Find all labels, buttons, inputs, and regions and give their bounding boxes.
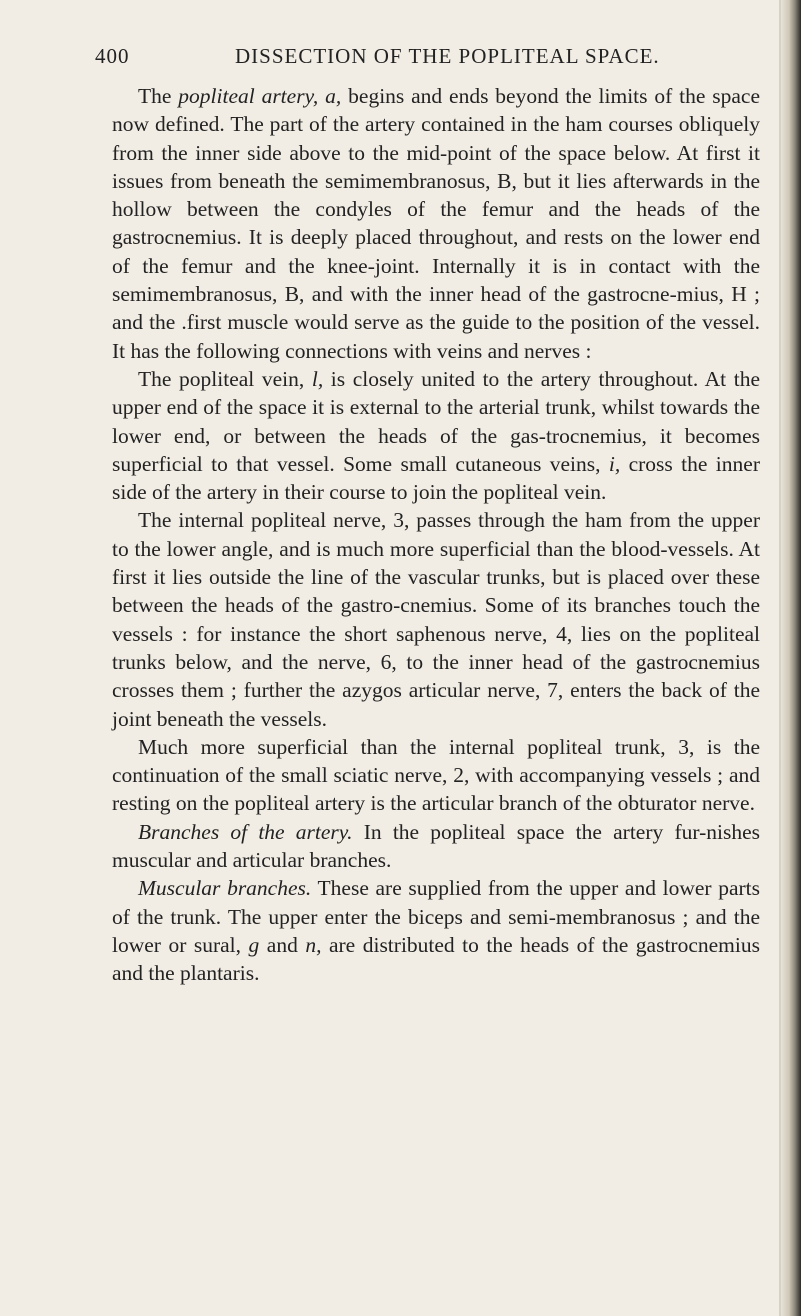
ref-l: l, (311, 366, 324, 391)
heading-muscular-branches: Muscular branches. (138, 876, 312, 901)
term-popliteal-artery: popliteal artery, (178, 84, 319, 108)
paragraph-branches-of-artery: Branches of the artery. In the popliteal space the artery fur-nishes muscular and articular branches. (112, 819, 760, 873)
running-head: DISSECTION OF THE POPLITEAL SPACE. (235, 44, 660, 68)
ref-g: g (248, 932, 260, 957)
page-number: 400 (95, 44, 130, 68)
page-header (95, 44, 745, 72)
page-edge-shadow (781, 0, 801, 1316)
paragraph-small-sciatic-nerve: Much more superficial than the internal popliteal trunk, 3, is the continuation of the small sciatic nerve, 2, with accompanying vessels ; and resting on the popliteal artery is the articular branch of the obturator nerve. (112, 734, 760, 816)
paragraph-muscular-branches: Muscular branches. These are supplied from the upper and lower parts of the trunk. The upper enter the biceps and semi-membranosus ; and the lower or sural, g and n, are distributed to the heads of the gastrocnemius and the plantaris. (112, 876, 760, 986)
ref-i: i, (608, 451, 621, 476)
paragraph-internal-popliteal-nerve: The internal popliteal nerve, 3, passes through the ham from the upper to the lower angle, and is much more superficial than the blood-vessels. At first it lies outside the line of the vascular trunks, but is placed over these between the heads of the gastro-cnemius. Some of its branches touch the vessels : for instance the short saphenous nerve, 4, lies on the popliteal trunks below, and the nerve, 6, to the inner head of the gastrocnemius crosses them ; further the azygos articular nerve, 7, enters the back of the joint beneath the vessels. (112, 508, 760, 731)
body-text (112, 82, 760, 988)
ref-a: a, (325, 84, 342, 108)
paragraph-popliteal-vein: The popliteal vein, l, is closely united to the artery throughout. At the upper end of the space it is external to the arterial trunk, whilst towards the lower end, or between the heads of the gas-trocnemius, it becomes superficial to that vessel. Some small cutaneous veins, i, cross the inner side of the artery in their course to join the popliteal vein. (112, 366, 760, 505)
paragraph-popliteal-artery: The popliteal artery, a, begins and ends beyond the limits of the space now defined. The part of the artery contained in the ham courses obliquely from the inner side above to the mid-point of the space below. At first it issues from beneath the semimembranosus, B, but it lies afterwards in the hollow between the condyles of the femur and the heads of the gastrocnemius. It is deeply placed throughout, and rests on the lower end of the femur and the knee-joint. Internally it is in contact with the semimembranosus, B, and with the inner head of the gastrocne-mius, H ; and the .first muscle would serve as the guide to the position of the vessel. It has the following connections with veins and nerves : (112, 84, 760, 363)
ref-n: n, (305, 932, 322, 957)
heading-branches-of-artery: Branches of the artery. (138, 819, 353, 844)
